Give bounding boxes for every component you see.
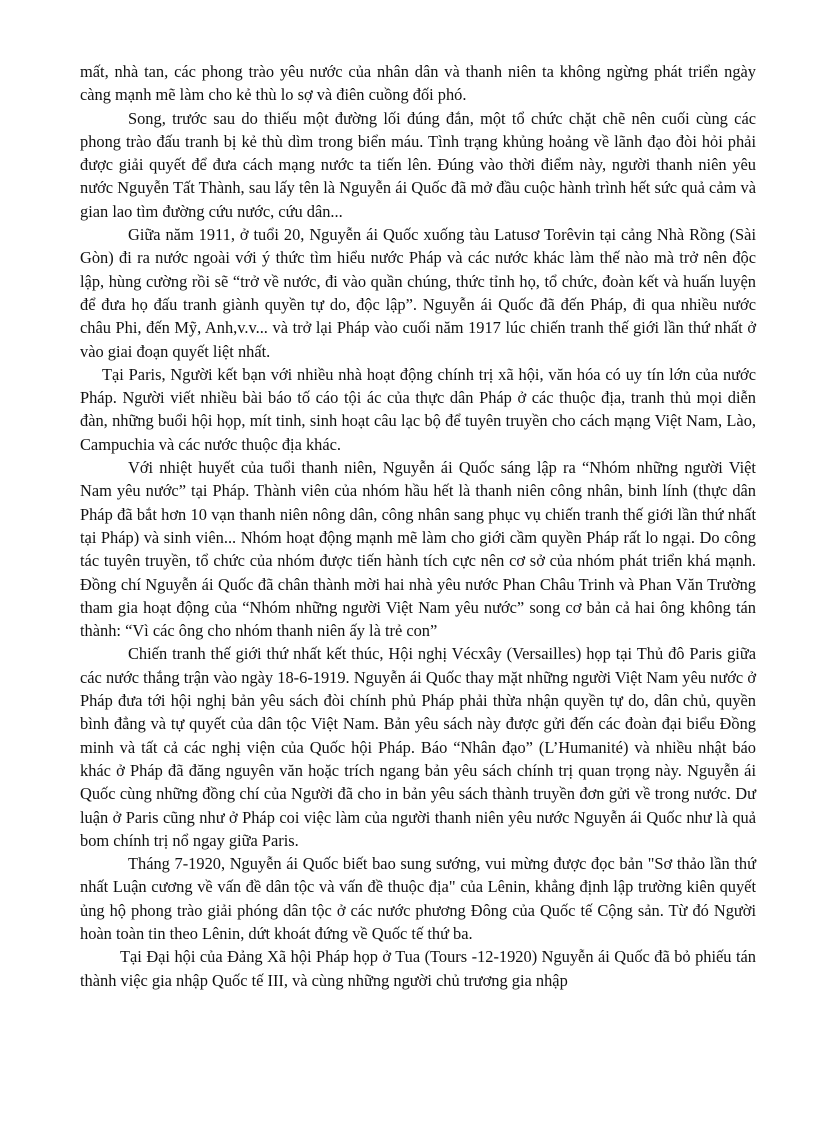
document-page — [80, 60, 756, 992]
paragraph-1: mất, nhà tan, các phong trào yêu nước của nhân dân và thanh niên ta không ngừng phát triển ngày càng mạnh mẽ làm cho kẻ thù lo sợ và điên cuồng đối phó. — [80, 62, 756, 105]
paragraph-5: Với nhiệt huyết của tuổi thanh niên, Nguyễn ái Quốc sáng lập ra “Nhóm những người Việt Nam yêu nước” tại Pháp. Thành viên của nhóm hầu hết là thanh niên công nhân, binh lính (thực dân Pháp đã bắt hơn 10 vạn thanh niên nông dân, công nhân sang phục vụ chiến tranh thế giới lần thứ nhất tại Pháp) và sinh viên... Nhóm hoạt động mạnh mẽ làm cho giới cầm quyền Pháp rất lo ngại. Do công tác tuyên truyền, tổ chức của nhóm được tiến hành tích cực nên cơ sở của nhóm phát triển khá mạnh. Đồng chí Nguyễn ái Quốc đã chân thành mời hai nhà yêu nước Phan Châu Trinh và Phan Văn Trường tham gia hoạt động của “Nhóm những người Việt Nam yêu nước” song cơ bản cả hai ông không tán thành: “Vì các ông cho nhóm thanh niên ấy là trẻ con” — [80, 458, 756, 641]
paragraph-2: Song, trước sau do thiếu một đường lối đúng đắn, một tổ chức chặt chẽ nên cuối cùng các phong trào đấu tranh bị kẻ thù dìm trong biển máu. Tình trạng khủng hoảng về lãnh đạo đòi hỏi phải được giải quyết để đưa cách mạng nước ta tiến lên. Đúng vào thời điểm này, người thanh niên yêu nước Nguyễn Tất Thành, sau lấy tên là Nguyễn ái Quốc đã mở đầu cuộc hành trình hết sức quả cảm và gian lao tìm đường cứu nước, cứu dân... — [80, 108, 756, 221]
paragraph-3: Giữa năm 1911, ở tuổi 20, Nguyễn ái Quốc xuống tàu Latusơ Torêvin tại cảng Nhà Rồng (Sài Gòn) đi ra nước ngoài với ý thức tìm hiểu nước Pháp và các nước khác làm thế nào mà trở nên độc lập, hùng cường rồi sẽ “trở về nước, đi vào quần chúng, thức tỉnh họ, tổ chức, đoàn kết và huấn luyện để đưa họ đấu tranh giành quyền tự do, độc lập”. Nguyễn ái Quốc đã đến Pháp, đi qua nhiều nước châu Phi, đến Mỹ, Anh,v.v... và trở lại Pháp vào cuối năm 1917 lúc chiến tranh thế giới lần thứ nhất ở vào giai đoạn quyết liệt nhất. — [80, 225, 756, 361]
paragraph-6: Chiến tranh thế giới thứ nhất kết thúc, Hội nghị Vécxây (Versailles) họp tại Thủ đô Paris giữa các nước thắng trận vào ngày 18-6-1919. Nguyễn ái Quốc thay mặt những người Việt Nam yêu nước ở Pháp đưa tới hội nghị bản yêu sách đòi chính phủ Pháp phải thừa nhận quyền tự do, dân chủ, quyền bình đẳng và tự quyết của dân tộc Việt Nam. Bản yêu sách này được gửi đến các đoàn đại biểu Đồng minh và tất cả các nghị viện của Quốc hội Pháp. Báo “Nhân đạo” (L’Humanité) và nhiều nhật báo khác ở Pháp đã đăng nguyên văn hoặc trích ngang bản yêu sách chính trị quan trọng này. Nguyễn ái Quốc cùng những đồng chí của Người đã cho in bản yêu sách thành truyền đơn gửi về trong nước. Dư luận ở Paris cũng như ở Pháp coi việc làm của người thanh niên yêu nước Nguyễn ái Quốc như là quả bom chính trị nổ ngay giữa Paris. — [80, 644, 756, 850]
paragraph-4: Tại Paris, Người kết bạn với nhiều nhà hoạt động chính trị xã hội, văn hóa có uy tín lớn của nước Pháp. Người viết nhiều bài báo tố cáo tội ác của thực dân Pháp ở các thuộc địa, tranh thủ mọi diễn đàn, những buổi hội họp, mít tinh, sinh hoạt câu lạc bộ để tuyên truyền cho cách mạng Việt Nam, Lào, Campuchia và các nước thuộc địa khác. — [80, 364, 756, 454]
paragraph-8: Tại Đại hội của Đảng Xã hội Pháp họp ở Tua (Tours -12-1920) Nguyễn ái Quốc đã bỏ phiếu tán thành việc gia nhập Quốc tế III, và cùng những người chủ trương gia nhập — [80, 947, 756, 990]
paragraph-7: Tháng 7-1920, Nguyễn ái Quốc biết bao sung sướng, vui mừng được đọc bản "Sơ thảo lần thứ nhất Luận cương về vấn đề dân tộc và vấn đề thuộc địa" của Lênin, khẳng định lập trường kiên quyết ủng hộ phong trào giải phóng dân tộc ở các nước phương Đông của Quốc tế Cộng sản. Từ đó Người hoàn toàn tin theo Lênin, dứt khoát đứng về Quốc tế thứ ba. — [80, 854, 756, 943]
